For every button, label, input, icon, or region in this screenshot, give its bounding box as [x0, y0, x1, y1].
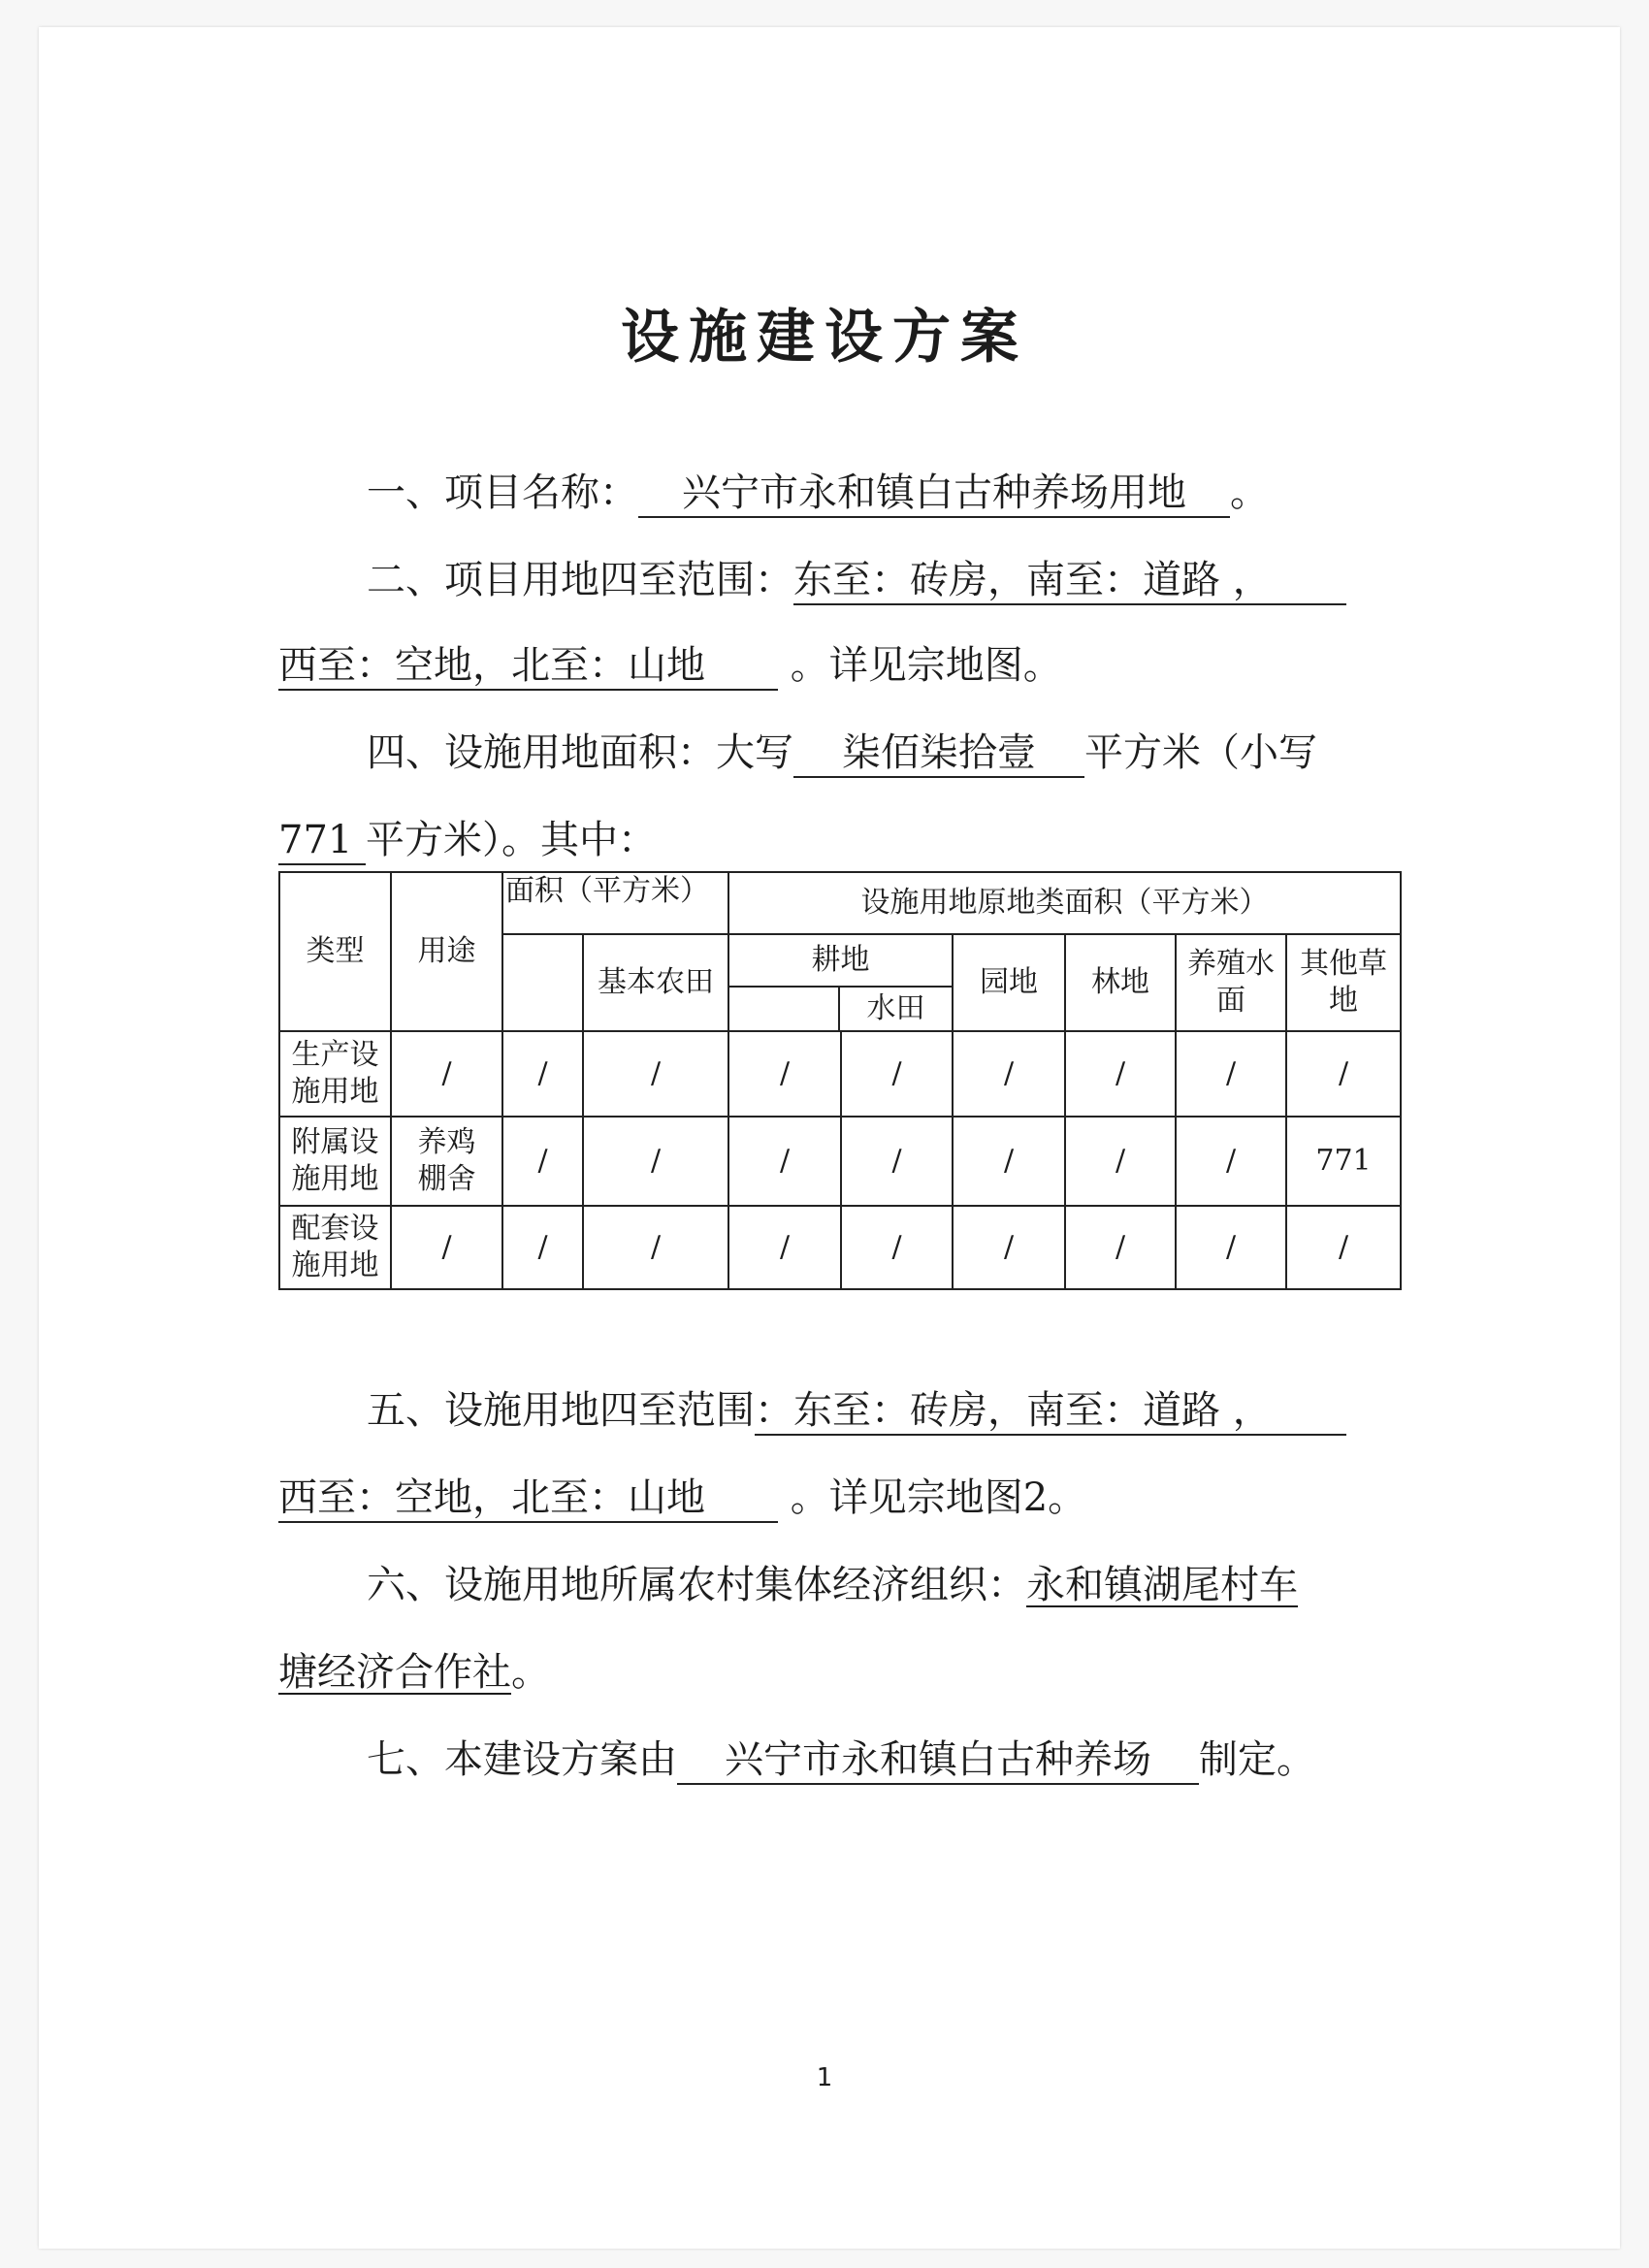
header-aquaculture-line1: 养殖水 [1187, 947, 1275, 981]
cell: / [1176, 1117, 1286, 1206]
section-facility-boundary-cont [278, 1473, 1086, 1523]
facility-area-unit: 平方米（小写 [1084, 730, 1317, 775]
row-type [279, 1117, 391, 1206]
author-end: 制定。 [1199, 1737, 1315, 1782]
cell: / [953, 1031, 1065, 1117]
header-type: 类型 [279, 872, 391, 1031]
row-type-line2: 施用地 [291, 1075, 379, 1109]
cell: / [953, 1206, 1065, 1289]
row-type-line1: 附属设 [291, 1125, 379, 1159]
row-use-line2: 棚舍 [417, 1162, 476, 1196]
cell: / [583, 1031, 728, 1117]
project-boundary-label: 二、项目用地四至范围： [367, 558, 793, 602]
cell: / [1286, 1031, 1401, 1117]
document-title: 设施建设方案 [621, 304, 1028, 372]
header-basic-farmland: 基本农田 [583, 934, 728, 1031]
section-collective-org-cont [278, 1647, 550, 1698]
section-author [367, 1734, 1315, 1785]
cell: / [1065, 1206, 1176, 1289]
section-facility-area [367, 728, 1317, 778]
header-area-spacer [502, 934, 583, 1031]
cell: / [729, 1118, 842, 1205]
project-name-value: 兴宁市永和镇白古种养场用地 [638, 470, 1230, 518]
header-forest: 林地 [1065, 934, 1176, 1031]
table-row [279, 1117, 1401, 1206]
header-arable: 耕地 [728, 934, 953, 987]
collective-org-label: 六、设施用地所属农村集体经济组织： [367, 1563, 1026, 1607]
cell-split [728, 1031, 953, 1117]
header-area: 面积（平方米） [502, 872, 728, 934]
table-row [279, 1206, 1401, 1289]
cell: / [891, 1144, 902, 1178]
cell: / [1065, 1117, 1176, 1206]
row-type-line1: 生产设 [291, 1038, 379, 1072]
project-boundary-end: 。详见宗地图。 [778, 643, 1062, 688]
collective-org-end: 。 [511, 1650, 550, 1695]
cell: / [729, 1207, 842, 1288]
page-number: 1 [816, 2063, 833, 2092]
facility-boundary-value-line2: 西至：空地，北至：山地 [278, 1474, 778, 1523]
cell-split [728, 1117, 953, 1206]
row-use [391, 1117, 502, 1206]
cell: / [953, 1117, 1065, 1206]
cell: / [1065, 1031, 1176, 1117]
header-aquaculture-line2: 面 [1216, 984, 1245, 1018]
cell: / [1176, 1206, 1286, 1289]
row-type-line1: 配套设 [291, 1212, 379, 1246]
header-original-land: 设施用地原地类面积（平方米） [728, 872, 1401, 934]
cell: / [1286, 1206, 1401, 1289]
project-boundary-value-line2: 西至：空地，北至：山地 [278, 642, 778, 691]
facility-boundary-value-line1: ：东至：砖房，南至：道路 ， [755, 1387, 1346, 1436]
collective-org-value-line2: 塘经济合作社 [278, 1650, 511, 1695]
cell: / [583, 1117, 728, 1206]
row-type-line2: 施用地 [291, 1162, 379, 1196]
cell: / [502, 1206, 583, 1289]
row-type [279, 1031, 391, 1117]
cell: / [729, 1032, 842, 1116]
header-garden: 园地 [953, 934, 1065, 1031]
header-paddy: 水田 [839, 987, 953, 1031]
header-use: 用途 [391, 872, 502, 1031]
facility-area-end: 平方米）。其中： [366, 818, 657, 862]
cell: / [1176, 1031, 1286, 1117]
facility-boundary-end: 。详见宗地图2。 [778, 1475, 1087, 1520]
section-project-boundary [367, 555, 1346, 605]
section-project-boundary-cont [278, 640, 1062, 691]
row-use-line1: 养鸡 [417, 1125, 476, 1159]
table-row [279, 1031, 1401, 1117]
facility-land-table [278, 871, 1402, 1290]
collective-org-value-line1: 永和镇湖尾村车 [1026, 1563, 1298, 1607]
facility-area-upper: 柒佰柒拾壹 [793, 729, 1084, 778]
header-aquaculture [1176, 934, 1286, 1031]
header-other-grass-line1: 其他草 [1300, 947, 1387, 981]
header-other-grass [1286, 934, 1401, 1031]
section-project-name [367, 468, 1269, 518]
section-facility-boundary [367, 1385, 1346, 1436]
cell-other-grass-value: 771 [1286, 1117, 1401, 1206]
facility-boundary-label: 五、设施用地四至范围 [367, 1388, 755, 1433]
row-type-line2: 施用地 [291, 1248, 379, 1282]
row-type [279, 1206, 391, 1289]
facility-area-label: 四、设施用地面积：大写 [367, 730, 793, 775]
project-boundary-value-line1: 东至：砖房，南至：道路 ， [793, 557, 1346, 605]
cell: / [502, 1031, 583, 1117]
project-name-label: 一、项目名称： [367, 470, 638, 515]
header-arable-spacer [728, 987, 839, 1031]
cell: / [891, 1056, 902, 1090]
cell: / [583, 1206, 728, 1289]
section-collective-org [367, 1560, 1298, 1610]
author-label: 七、本建设方案由 [367, 1737, 677, 1782]
cell: / [891, 1230, 902, 1264]
row-use: / [391, 1206, 502, 1289]
cell-split [728, 1206, 953, 1289]
project-name-end: 。 [1230, 470, 1269, 515]
facility-area-lower: 771 [278, 817, 366, 865]
row-use: / [391, 1031, 502, 1117]
cell: / [502, 1117, 583, 1206]
section-facility-area-cont [278, 815, 657, 865]
author-value: 兴宁市永和镇白古种养场 [677, 1736, 1199, 1785]
header-other-grass-line2: 地 [1329, 984, 1358, 1018]
